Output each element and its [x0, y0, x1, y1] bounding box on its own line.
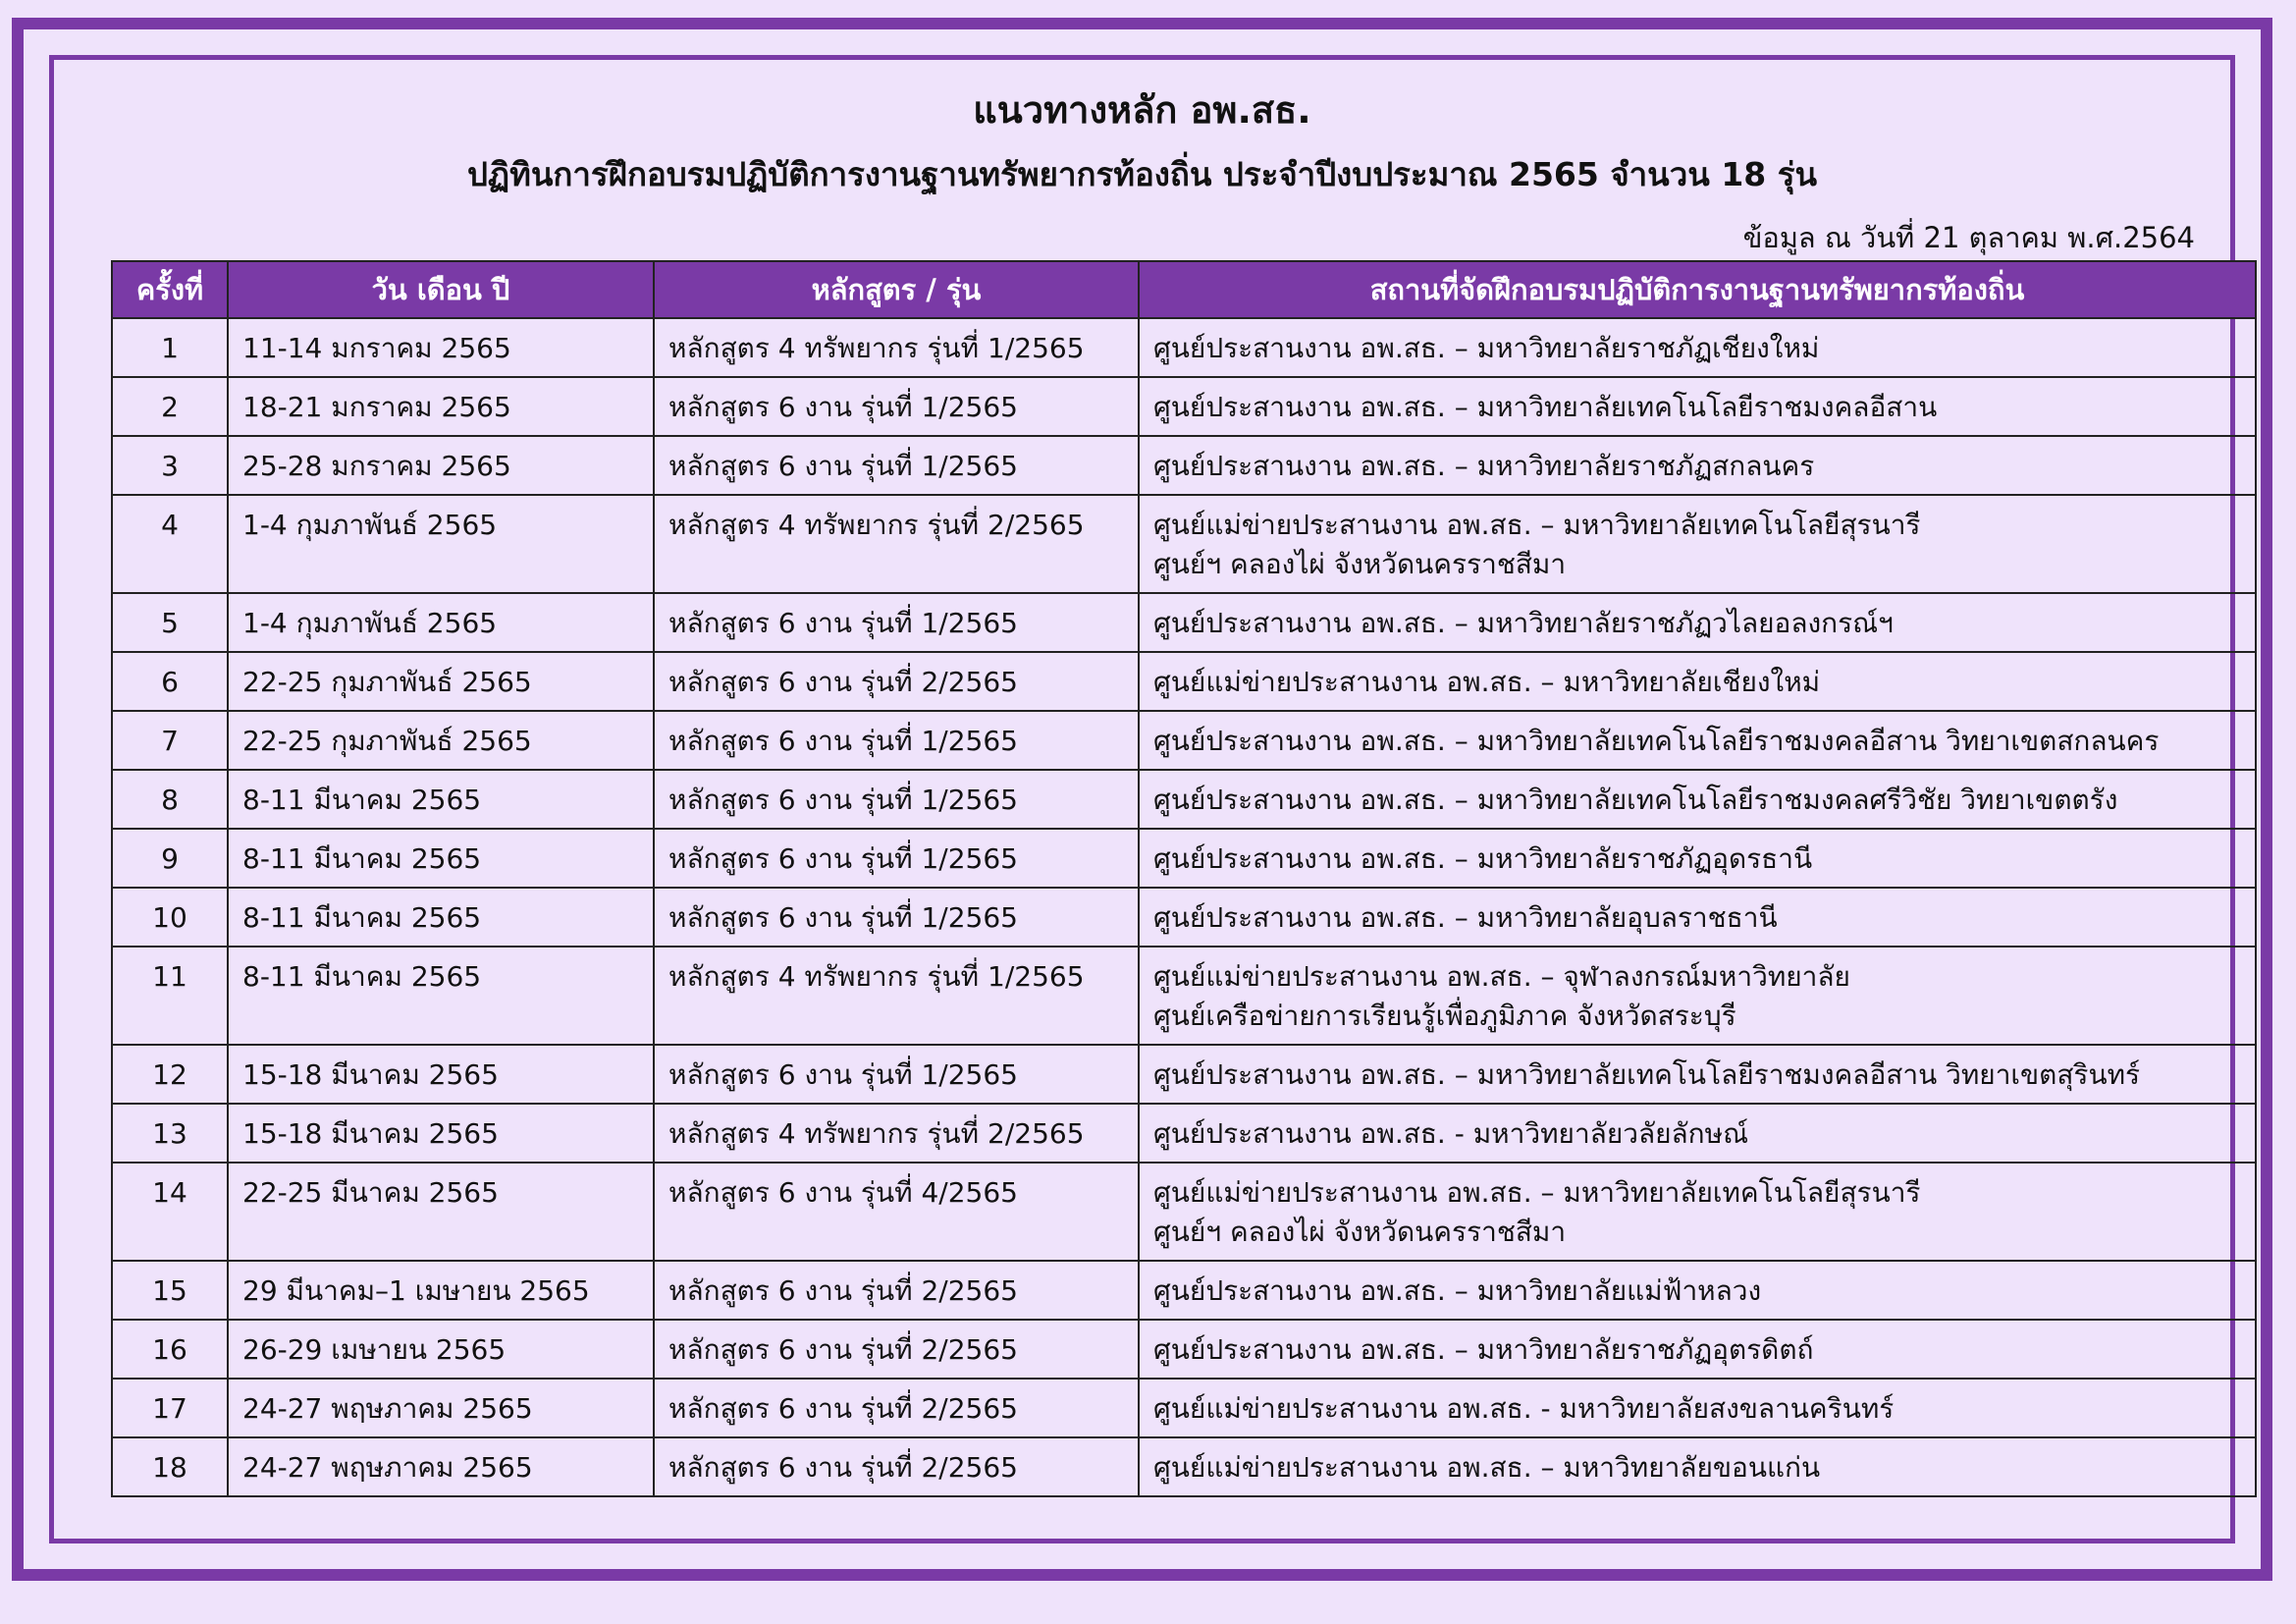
column-header-course: หลักสูตร / รุ่น: [654, 261, 1139, 318]
row-date: 25-28 มกราคม 2565: [228, 436, 654, 495]
inner-frame: [49, 55, 2235, 1543]
row-number: 14: [112, 1163, 228, 1261]
row-date: 15-18 มีนาคม 2565: [228, 1045, 654, 1104]
table-row: [112, 593, 2256, 652]
venue-line: ศูนย์แม่ข่ายประสานงาน อพ.สธ. – จุฬาลงกรณ์มหาวิทยาลัย: [1153, 960, 1850, 993]
row-course: หลักสูตร 6 งาน รุ่นที่ 1/2565: [654, 888, 1139, 947]
venue-line: ศูนย์ฯ คลองไผ่ จังหวัดนครราชสีมา: [1153, 548, 1567, 580]
row-course: หลักสูตร 6 งาน รุ่นที่ 2/2565: [654, 1379, 1139, 1437]
row-course: หลักสูตร 6 งาน รุ่นที่ 4/2565: [654, 1163, 1139, 1261]
row-venue: [1139, 1163, 2256, 1261]
row-venue: [1139, 770, 2256, 829]
venue-line: ศูนย์ประสานงาน อพ.สธ. – มหาวิทยาลัยแม่ฟ้าหลวง: [1153, 1274, 1762, 1307]
venue-line: ศูนย์ประสานงาน อพ.สธ. – มหาวิทยาลัยราชภัฏวไลยอลงกรณ์ฯ: [1153, 607, 1894, 639]
row-course: หลักสูตร 6 งาน รุ่นที่ 1/2565: [654, 770, 1139, 829]
training-schedule-table: [111, 260, 2257, 1497]
row-number: 1: [112, 318, 228, 377]
row-venue: [1139, 1045, 2256, 1104]
table-header-row: [112, 261, 2256, 318]
table-row: [112, 318, 2256, 377]
table-row: [112, 1104, 2256, 1163]
venue-line: ศูนย์แม่ข่ายประสานงาน อพ.สธ. – มหาวิทยาลัยเชียงใหม่: [1153, 666, 1821, 698]
row-course: หลักสูตร 6 งาน รุ่นที่ 2/2565: [654, 652, 1139, 711]
row-number: 17: [112, 1379, 228, 1437]
row-number: 3: [112, 436, 228, 495]
venue-line: ศูนย์ประสานงาน อพ.สธ. – มหาวิทยาลัยเทคโนโลยีราชมงคลอีสาน วิทยาเขตสุรินทร์: [1153, 1058, 2141, 1091]
row-date: 11-14 มกราคม 2565: [228, 318, 654, 377]
data-as-of-date: ข้อมูล ณ วันที่ 21 ตุลาคม พ.ศ.2564: [1742, 221, 2195, 254]
row-date: 26-29 เมษายน 2565: [228, 1320, 654, 1379]
column-header-venue: สถานที่จัดฝึกอบรมปฏิบัติการงานฐานทรัพยากรท้องถิ่น: [1139, 261, 2256, 318]
row-number: 9: [112, 829, 228, 888]
row-venue: [1139, 1104, 2256, 1163]
venue-line: ศูนย์ฯ คลองไผ่ จังหวัดนครราชสีมา: [1153, 1216, 1567, 1248]
venue-line: ศูนย์ประสานงาน อพ.สธ. – มหาวิทยาลัยเทคโนโลยีราชมงคลศรีวิชัย วิทยาเขตตรัง: [1153, 784, 2118, 816]
table-row: [112, 1045, 2256, 1104]
row-course: หลักสูตร 4 ทรัพยากร รุ่นที่ 1/2565: [654, 947, 1139, 1045]
venue-line: ศูนย์ประสานงาน อพ.สธ. - มหาวิทยาลัยวลัยลักษณ์: [1153, 1117, 1749, 1150]
row-course: หลักสูตร 6 งาน รุ่นที่ 2/2565: [654, 1320, 1139, 1379]
row-venue: [1139, 318, 2256, 377]
table-row: [112, 1320, 2256, 1379]
row-venue: [1139, 1379, 2256, 1437]
row-number: 4: [112, 495, 228, 593]
row-venue: [1139, 888, 2256, 947]
row-date: 1-4 กุมภาพันธ์ 2565: [228, 495, 654, 593]
row-date: 1-4 กุมภาพันธ์ 2565: [228, 593, 654, 652]
venue-line: ศูนย์ประสานงาน อพ.สธ. – มหาวิทยาลัยราชภัฏอุตรดิตถ์: [1153, 1333, 1814, 1366]
table-row: [112, 377, 2256, 436]
row-venue: [1139, 1437, 2256, 1496]
venue-line: ศูนย์ประสานงาน อพ.สธ. – มหาวิทยาลัยเทคโนโลยีราชมงคลอีสาน: [1153, 391, 1938, 423]
row-course: หลักสูตร 6 งาน รุ่นที่ 1/2565: [654, 377, 1139, 436]
row-date: 22-25 มีนาคม 2565: [228, 1163, 654, 1261]
table-row: [112, 652, 2256, 711]
row-number: 8: [112, 770, 228, 829]
venue-line: ศูนย์ประสานงาน อพ.สธ. – มหาวิทยาลัยอุบลราชธานี: [1153, 901, 1778, 934]
table-row: [112, 829, 2256, 888]
row-venue: [1139, 711, 2256, 770]
row-number: 5: [112, 593, 228, 652]
row-number: 10: [112, 888, 228, 947]
document-title: แนวทางหลัก อพ.สธ.: [973, 88, 1311, 132]
table-row: [112, 1437, 2256, 1496]
venue-line: ศูนย์แม่ข่ายประสานงาน อพ.สธ. – มหาวิทยาลัยเทคโนโลยีสุรนารี: [1153, 509, 1921, 541]
row-date: 29 มีนาคม–1 เมษายน 2565: [228, 1261, 654, 1320]
outer-frame: [12, 18, 2272, 1581]
row-course: หลักสูตร 4 ทรัพยากร รุ่นที่ 2/2565: [654, 495, 1139, 593]
row-number: 13: [112, 1104, 228, 1163]
table-row: [112, 1261, 2256, 1320]
row-venue: [1139, 1261, 2256, 1320]
venue-line: ศูนย์ประสานงาน อพ.สธ. – มหาวิทยาลัยราชภัฏอุดรธานี: [1153, 842, 1813, 875]
row-venue: [1139, 652, 2256, 711]
table-row: [112, 1163, 2256, 1261]
row-number: 15: [112, 1261, 228, 1320]
row-venue: [1139, 495, 2256, 593]
row-venue: [1139, 593, 2256, 652]
row-course: หลักสูตร 6 งาน รุ่นที่ 1/2565: [654, 711, 1139, 770]
row-venue: [1139, 947, 2256, 1045]
row-date: 22-25 กุมภาพันธ์ 2565: [228, 652, 654, 711]
row-course: หลักสูตร 6 งาน รุ่นที่ 2/2565: [654, 1437, 1139, 1496]
row-venue: [1139, 829, 2256, 888]
table-row: [112, 888, 2256, 947]
row-course: หลักสูตร 6 งาน รุ่นที่ 1/2565: [654, 593, 1139, 652]
row-number: 18: [112, 1437, 228, 1496]
document-subtitle: ปฏิทินการฝึกอบรมปฏิบัติการงานฐานทรัพยากรท้องถิ่น ประจำปีงบประมาณ 2565 จำนวน 18 รุ่น: [466, 155, 1818, 193]
venue-line: ศูนย์ประสานงาน อพ.สธ. – มหาวิทยาลัยราชภัฏสกลนคร: [1153, 450, 1815, 482]
row-date: 22-25 กุมภาพันธ์ 2565: [228, 711, 654, 770]
table-body: [112, 318, 2256, 1496]
row-venue: [1139, 1320, 2256, 1379]
table-row: [112, 770, 2256, 829]
table-row: [112, 947, 2256, 1045]
row-date: 8-11 มีนาคม 2565: [228, 947, 654, 1045]
row-course: หลักสูตร 6 งาน รุ่นที่ 1/2565: [654, 436, 1139, 495]
row-course: หลักสูตร 6 งาน รุ่นที่ 2/2565: [654, 1261, 1139, 1320]
row-date: 8-11 มีนาคม 2565: [228, 829, 654, 888]
column-header-no: ครั้งที่: [112, 261, 228, 318]
row-number: 2: [112, 377, 228, 436]
venue-line: ศูนย์เครือข่ายการเรียนรู้เพื่อภูมิภาค จังหวัดสระบุรี: [1153, 1000, 1736, 1032]
row-number: 12: [112, 1045, 228, 1104]
row-venue: [1139, 436, 2256, 495]
column-header-date: วัน เดือน ปี: [228, 261, 654, 318]
row-date: 18-21 มกราคม 2565: [228, 377, 654, 436]
venue-line: ศูนย์ประสานงาน อพ.สธ. – มหาวิทยาลัยเทคโนโลยีราชมงคลอีสาน วิทยาเขตสกลนคร: [1153, 725, 2160, 757]
table-row: [112, 436, 2256, 495]
row-course: หลักสูตร 6 งาน รุ่นที่ 1/2565: [654, 1045, 1139, 1104]
row-number: 6: [112, 652, 228, 711]
row-course: หลักสูตร 4 ทรัพยากร รุ่นที่ 2/2565: [654, 1104, 1139, 1163]
venue-line: ศูนย์แม่ข่ายประสานงาน อพ.สธ. - มหาวิทยาลัยสงขลานครินทร์: [1153, 1392, 1895, 1425]
row-venue: [1139, 377, 2256, 436]
row-number: 16: [112, 1320, 228, 1379]
table-row: [112, 495, 2256, 593]
row-date: 24-27 พฤษภาคม 2565: [228, 1437, 654, 1496]
venue-line: ศูนย์ประสานงาน อพ.สธ. – มหาวิทยาลัยราชภัฏเชียงใหม่: [1153, 332, 1820, 364]
row-date: 15-18 มีนาคม 2565: [228, 1104, 654, 1163]
row-course: หลักสูตร 4 ทรัพยากร รุ่นที่ 1/2565: [654, 318, 1139, 377]
table-row: [112, 711, 2256, 770]
venue-line: ศูนย์แม่ข่ายประสานงาน อพ.สธ. – มหาวิทยาลัยขอนแก่น: [1153, 1451, 1821, 1484]
row-date: 24-27 พฤษภาคม 2565: [228, 1379, 654, 1437]
table-row: [112, 1379, 2256, 1437]
row-number: 11: [112, 947, 228, 1045]
row-date: 8-11 มีนาคม 2565: [228, 770, 654, 829]
row-number: 7: [112, 711, 228, 770]
venue-line: ศูนย์แม่ข่ายประสานงาน อพ.สธ. – มหาวิทยาลัยเทคโนโลยีสุรนารี: [1153, 1176, 1921, 1209]
row-date: 8-11 มีนาคม 2565: [228, 888, 654, 947]
row-course: หลักสูตร 6 งาน รุ่นที่ 1/2565: [654, 829, 1139, 888]
